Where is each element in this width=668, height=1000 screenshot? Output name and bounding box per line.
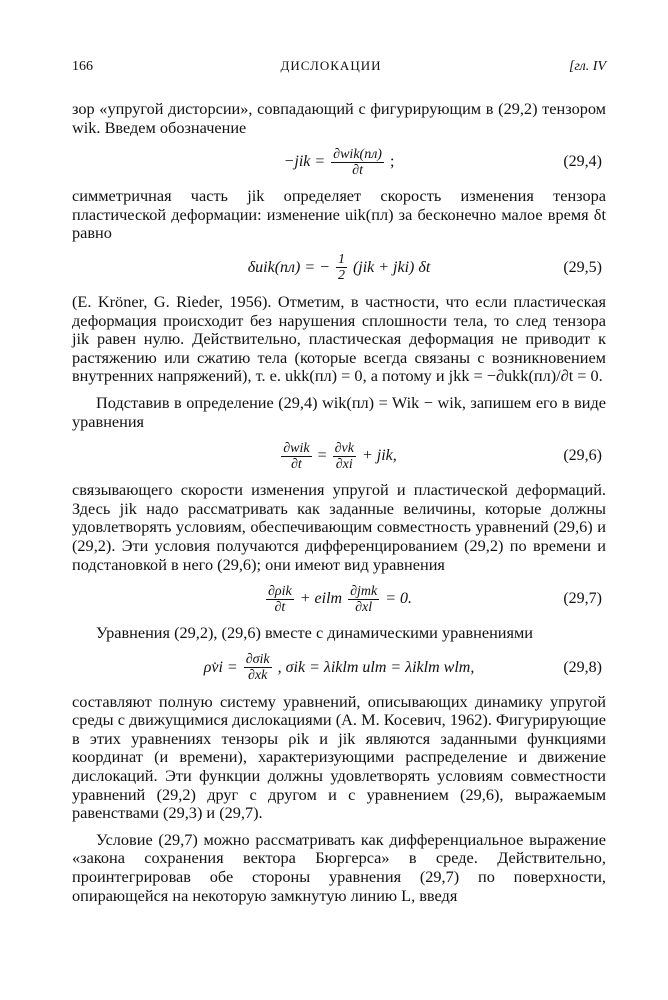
paragraph-5: связывающего скорости изменения упругой и пластической деформаций. Здесь jik надо рассматривать как заданные величины, которые должны удовлетворять условиям, обеспечивающим совместность уравнений (29,6) и (29,2). Эти условия получаются дифференцированием (29,2) по времени и подстановкой в него (29,6); они имеют вид уравнения	[72, 480, 606, 574]
equation-29-6: $\frac{\text{∂wik}}{\partial t}$ = $\frac{\partial vk}{\partial xi}$ + jik, (29,6)	[283, 440, 602, 472]
eq5-fraction: $\frac{1}{2}$	[337, 252, 345, 284]
page-number: 166	[72, 59, 93, 74]
paragraph-4: Подставив в определение (29,4) wik(пл) = Wik − wik, запишем его в виде уравнения	[72, 392, 606, 431]
eq4-fraction: $\frac{\text{∂wik(пл)}}{\partial t}$	[333, 146, 382, 178]
paragraph-6: Уравнения (29,2), (29,6) вместе с динамическими уравнениями	[96, 623, 534, 643]
running-title: ДИСЛОКАЦИИ	[280, 58, 382, 73]
equation-29-7: $\frac{\text{∂ρik}}{\partial t}$ + eilm $\frac{\text{∂jmk}}{\partial xl}$ = 0. (29,7)	[267, 583, 602, 615]
equation-29-4: −jik = $\frac{\text{∂wik(пл)}}{\partial t}$ ; (29,4)	[283, 146, 602, 178]
equation-29-5: δuik(пл) = − $\frac{1}{2}$ (jik + jki) δt (29,5)	[247, 252, 602, 284]
eq5-label: (29,5)	[563, 258, 602, 276]
eq7-label: (29,7)	[563, 590, 602, 608]
equation-29-8: ρv̇i = $\frac{\text{∂σik}}{\partial xk}$ , σik = λiklm ulm = λiklm wlm, (29,8)	[203, 652, 602, 684]
eq6-label: (29,6)	[563, 447, 602, 465]
eq4-label: (29,4)	[563, 153, 602, 171]
eq8-label: (29,8)	[563, 658, 602, 676]
paragraph-2: симметричная часть jik определяет скорость изменения тензора пластической деформации: изменение uik(пл) за бесконечно малое время δt равно	[72, 186, 606, 243]
chapter-label: [гл. IV	[568, 59, 606, 74]
paragraph-7: составляют полную систему уравнений, описывающих динамику упругой среды с движущимися дислокациями (A. M. Косевич, 1962). Фигурирующие в этих уравнениях тензоры ρik и jik являются заданными функциями координат (и времени), характеризующими распределение и движение дислокаций. Эти функции должны удовлетворять условиям совместности уравнений (29,2) друг с другом и с уравнением (29,6), выражаемым равенствами (29,3) и (29,7).	[72, 691, 606, 823]
eq4-lhs: −jik =	[283, 153, 326, 171]
running-header	[72, 58, 606, 88]
page	[72, 58, 606, 905]
paragraph-3: (E. Kröner, G. Rieder, 1956). Отметим, в частности, что если пластическая деформация происходит без нарушения сплошности тела, то след тензора jik равен нулю. Действительно, пластическая деформация не приводит к растяжению или сжатию тела (которые всегда связаны с возникновением внутренних напряжений), т. е. ukk(пл) = 0, а потому и jkk = −∂ukk(пл)/∂t = 0.	[72, 291, 606, 386]
paragraph-1: зор «упругой дисторсии», совпадающий с фигурирующим в (29,2) тензором wik. Введем обозначение	[72, 99, 606, 137]
paragraph-8: Условие (29,7) можно рассматривать как дифференциальное выражение «закона сохранения вектора Бюргерса» в среде. Действительно, проинтегрировав обе стороны уравнения (29,7) по поверхности, опирающейся на некоторую замкнутую линию L, введя	[72, 829, 606, 905]
